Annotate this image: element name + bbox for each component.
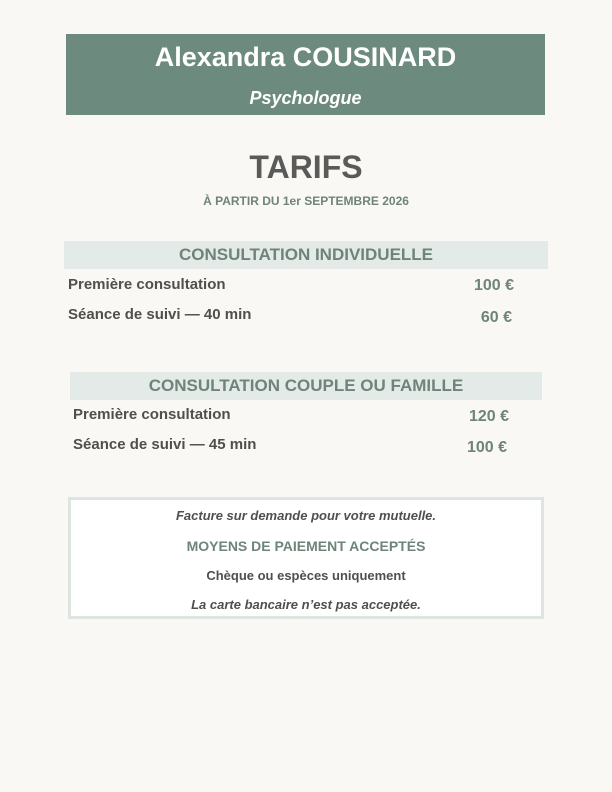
individual-row-2-price: 60 € [480,309,512,326]
practitioner-role: Psychologue [249,88,362,108]
practitioner-name: Alexandra COUSINARD [154,42,457,72]
card-note: La carte bancaire n’est pas acceptée. [191,597,421,612]
effective-date: À PARTIR DU 1er SEPTEMBRE 2026 [203,194,409,208]
header-banner [66,34,545,115]
individual-row-2-label: Séance de suivi — 40 min [68,306,252,323]
invoice-note: Facture sur demande pour votre mutuelle. [175,508,437,523]
payment-methods: Chèque ou espèces uniquement [206,568,406,583]
couple-row-1-label: Première consultation [73,406,231,423]
couple-row-1-price: 120 € [468,408,509,425]
individual-row-1-label: Première consultation [68,276,226,293]
payment-heading: MOYENS DE PAIEMENT ACCEPTÉS [186,538,426,554]
couple-row-2-price: 100 € [466,439,507,456]
individual-row-1-price: 100 € [473,277,514,294]
page-title: TARIFS [249,149,363,185]
couple-row-2-label: Séance de suivi — 45 min [73,436,257,453]
section-heading-individual: CONSULTATION INDIVIDUELLE [64,241,548,269]
section-heading-couple: CONSULTATION COUPLE OU FAMILLE [70,372,542,400]
payment-info-box [68,497,544,619]
